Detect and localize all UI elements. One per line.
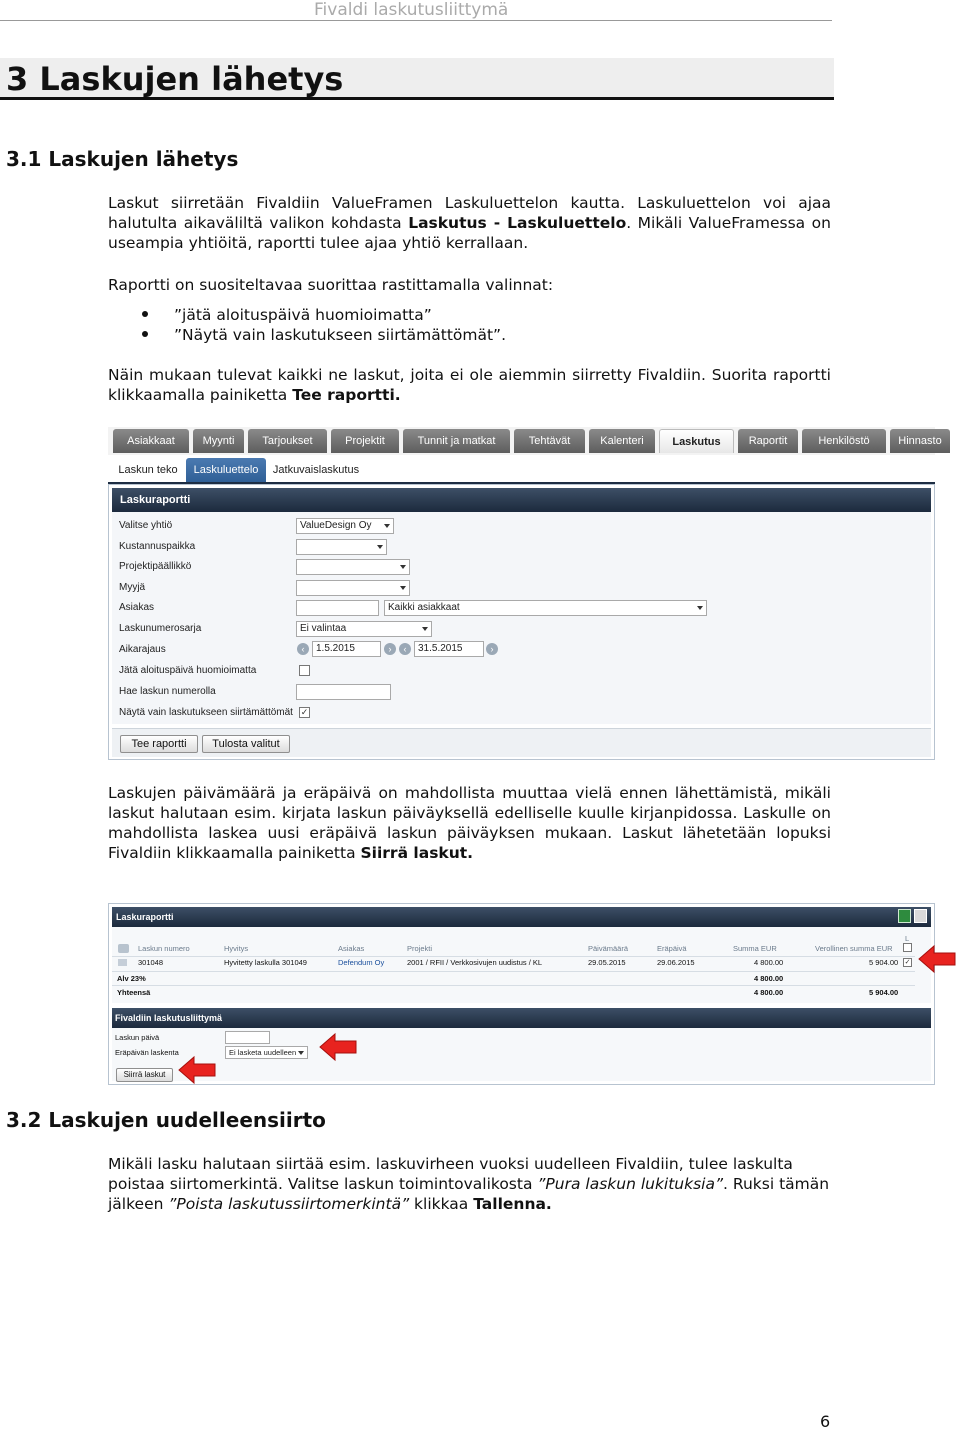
paragraph-resend: Mikäli lasku halutaan siirtää esim. laskuvirheen vuoksi uudelleen Fivaldiin, tulee laskulta poistaa siirtomerkintä. Valitse laskun toimintovalikosta ”Pura laskun lukituksia”. Ruksi tämän jälkeen ”Poista laskutussiirtomerkintä” klikkaa Tallenna.	[108, 1155, 830, 1213]
row-divider	[112, 985, 915, 986]
cost-center-select[interactable]	[296, 539, 387, 555]
tab-hinnasto[interactable]: Hinnasto	[890, 429, 950, 453]
red-arrow-left-icon	[320, 1032, 356, 1062]
print-icon[interactable]	[914, 909, 927, 923]
subtab-jatkuvaislaskutus[interactable]: Jatkuvaislaskutus	[272, 464, 360, 476]
cell-credit: Hyvitetty laskulla 301049	[224, 958, 307, 967]
invoice-series-select[interactable]	[296, 621, 432, 637]
project-manager-select[interactable]	[296, 559, 410, 575]
bullet-item: ”jätä aloituspäivä huomioimatta”	[174, 306, 432, 324]
invoice-series-value: Ei valintaa	[300, 623, 347, 634]
tab-tarjoukset[interactable]: Tarjoukset	[248, 429, 327, 453]
chevron-down-icon	[384, 524, 390, 528]
company-select[interactable]	[296, 518, 394, 534]
tab-kalenteri[interactable]: Kalenteri	[589, 429, 655, 453]
column-header[interactable]: Verollinen summa EUR	[815, 944, 893, 953]
end-date-input[interactable]: 31.5.2015	[414, 641, 484, 657]
tab-laskutus[interactable]: Laskutus	[659, 429, 734, 453]
total-label: Alv 23%	[117, 974, 146, 983]
print-selected-button[interactable]: Tulosta valitut	[202, 735, 290, 753]
paragraph-dates: Laskujen päivämäärä ja eräpäivä on mahdollista muuttaa vielä ennen lähettämistä, mikäli laskut halutaan esim. kirjata laskun päiväyksellä edelliselle kuulle kirjanpidossa. Laskulle on mahdollista laskea uusi eräpäivä laskun päiväyksen mukaan. Laskut lähetetään lopuksi Fivaldiin klikkaamalla painiketta Siirrä laskut.	[108, 784, 831, 862]
customer-select[interactable]	[384, 600, 707, 616]
expand-all-icon[interactable]	[118, 944, 129, 953]
subtab-laskun-teko[interactable]: Laskun teko	[118, 464, 178, 476]
cell-invoice-number[interactable]: 301048	[138, 958, 164, 967]
tab-henkilosto[interactable]: Henkilöstö	[802, 429, 886, 453]
total-sum-tax: 5 904.00	[869, 988, 899, 997]
transfer-panel-title: Fivaldiin laskutusliittymä	[115, 1013, 223, 1023]
section-3-1-title: 3.1 Laskujen lähetys	[6, 147, 239, 171]
select-all-checkbox[interactable]	[903, 943, 912, 952]
chevron-down-icon	[422, 627, 428, 631]
column-header[interactable]: Asiakas	[338, 944, 365, 953]
chevron-down-icon	[400, 565, 406, 569]
form-area	[112, 512, 931, 724]
tab-raportit[interactable]: Raportit	[738, 429, 798, 453]
running-header: Fivaldi laskutusliittymä	[314, 0, 509, 20]
date-prev-icon[interactable]: ‹	[297, 643, 309, 655]
date-next-icon[interactable]: ›	[486, 643, 498, 655]
due-date-select[interactable]	[225, 1046, 308, 1059]
run-report-button[interactable]: Tee raportti	[120, 735, 198, 753]
chevron-down-icon	[377, 545, 383, 549]
label-customers: Asiakas	[119, 602, 155, 613]
date-next-icon[interactable]: ›	[384, 643, 396, 655]
row-divider	[112, 971, 915, 972]
invoice-number-input[interactable]	[296, 684, 391, 700]
bullet-dot	[142, 331, 148, 337]
label-company: Valitse yhtiö	[119, 520, 173, 531]
red-arrow-left-icon	[919, 944, 955, 974]
panel-header	[112, 488, 931, 512]
sub-navigation	[108, 455, 935, 484]
excel-icon[interactable]	[898, 909, 911, 923]
tab-tunnit-ja-matkat[interactable]: Tunnit ja matkat	[403, 429, 510, 453]
result-panel-header	[112, 907, 931, 927]
label-invoice-date: Laskun päivä	[115, 1033, 160, 1042]
transfer-panel-header	[112, 1008, 931, 1028]
cell-due-date: 29.06.2015	[657, 958, 695, 967]
chevron-down-icon	[697, 606, 703, 610]
label-project-manager: Projektipäällikkö	[119, 561, 192, 572]
due-date-value: Ei lasketa uudelleen	[229, 1048, 297, 1057]
column-header[interactable]: Laskun numero	[138, 944, 190, 953]
cell-sum-tax: 5 904.00	[869, 958, 899, 967]
row-divider	[112, 956, 915, 957]
subtab-laskuluettelo[interactable]: Laskuluettelo	[186, 458, 266, 482]
ignore-start-checkbox[interactable]	[299, 665, 310, 676]
label-only-unsent: Näytä vain laskutukseen siirtämättömät	[119, 707, 293, 718]
column-header[interactable]: Projekti	[407, 944, 433, 953]
invoice-date-input[interactable]	[225, 1031, 270, 1044]
start-date-input[interactable]: 1.5.2015	[312, 641, 381, 657]
label-invoice-series: Laskunumerosarja	[119, 623, 202, 634]
tab-asiakkaat[interactable]: Asiakkaat	[113, 429, 189, 453]
page-number: 6	[820, 1412, 831, 1431]
section-3-2-title: 3.2 Laskujen uudelleensiirto	[6, 1108, 326, 1132]
column-header[interactable]: Päivämäärä	[588, 944, 629, 953]
transfer-invoices-button[interactable]: Siirrä laskut	[116, 1068, 173, 1082]
label-time-range: Aikarajaus	[119, 644, 166, 655]
select-column-header: L	[905, 934, 910, 943]
expand-row-icon[interactable]	[118, 959, 127, 966]
chevron-down-icon	[400, 586, 406, 590]
label-due-date: Eräpäivän laskenta	[115, 1048, 179, 1057]
red-arrow-left-icon	[179, 1055, 215, 1085]
customer-value: Kaikki asiakkaat	[388, 602, 460, 613]
cell-sum: 4 800.00	[754, 958, 784, 967]
panel-title: Laskuraportti	[120, 494, 191, 506]
label-ignore-start: Jätä aloituspäivä huomioimatta	[119, 665, 257, 676]
tab-projektit[interactable]: Projektit	[331, 429, 399, 453]
paragraph-run-report: Näin mukaan tulevat kaikki ne laskut, joita ei ole aiemmin siirretty Fivaldiin. Suorita raportti klikkaamalla painiketta Tee raportti.	[108, 366, 831, 404]
cell-date: 29.05.2015	[588, 958, 626, 967]
total-sum: 4 800.00	[754, 974, 784, 983]
total-label: Yhteensä	[117, 988, 151, 997]
seller-select[interactable]	[296, 580, 410, 596]
company-value: ValueDesign Oy	[300, 520, 372, 531]
only-unsent-checkbox[interactable]: ✓	[300, 707, 309, 717]
paragraph-intro: Laskut siirretään Fivaldiin ValueFramen Laskuluettelon kautta. Laskuluettelon voi ajaa halutulta aikaväliltä valikon kohdasta Laskutus - Laskuluettelo. Mikäli ValueFramessa on useampia yhtiöitä, raportti tulee ajaa yhtiö kerrallaan.	[108, 194, 831, 252]
cell-project: 2001 / RFII / Verkkosivujen uudistus / KL	[407, 958, 543, 967]
chevron-down-icon	[298, 1051, 304, 1055]
tab-myynti[interactable]: Myynti	[193, 429, 244, 453]
label-cost-center: Kustannuspaikka	[119, 541, 196, 552]
header-rule	[0, 20, 832, 21]
bullet-dot	[142, 311, 148, 317]
cell-customer[interactable]: Defendum Oy	[338, 958, 385, 967]
main-tab-bar	[108, 427, 942, 455]
result-panel-title: Laskuraportti	[116, 912, 174, 922]
date-prev-icon[interactable]: ‹	[399, 643, 411, 655]
total-sum: 4 800.00	[754, 988, 784, 997]
bullet-item: ”Näytä vain laskutukseen siirtämättömät”.	[174, 326, 507, 344]
customer-search-input[interactable]	[296, 600, 379, 616]
chapter-title: 3 Laskujen lähetys	[6, 60, 344, 98]
label-find-by-number: Hae laskun numerolla	[119, 686, 216, 697]
column-header[interactable]: Summa EUR	[733, 944, 777, 953]
paragraph-recommend: Raportti on suositeltavaa suorittaa rastittamalla valinnat:	[108, 276, 554, 294]
column-header[interactable]: Hyvitys	[224, 944, 249, 953]
row-select-checkbox[interactable]: ✓	[904, 959, 911, 966]
label-seller: Myyjä	[119, 582, 146, 593]
tab-tehtavat[interactable]: Tehtävät	[514, 429, 585, 453]
column-header[interactable]: Eräpäivä	[657, 944, 687, 953]
